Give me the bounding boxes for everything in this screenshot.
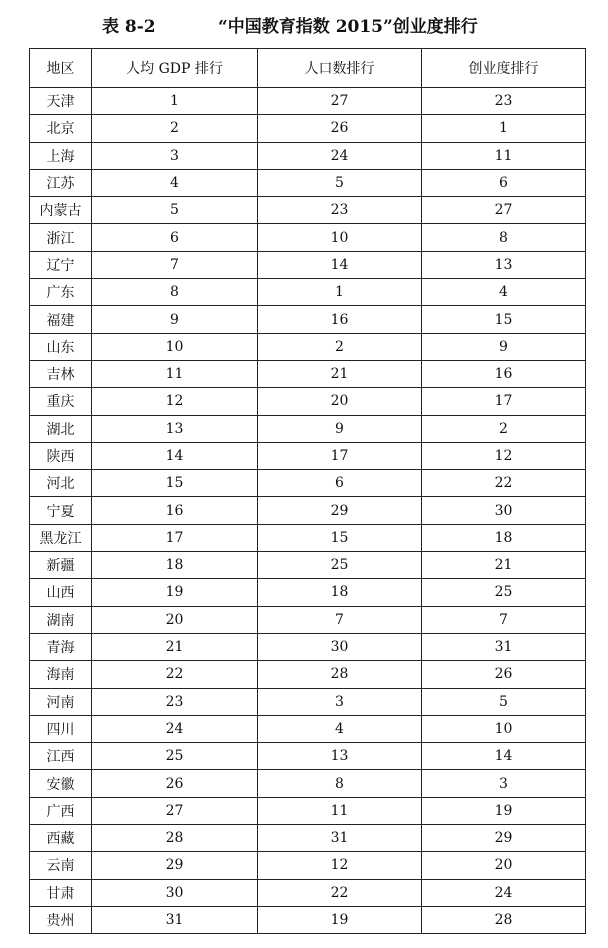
population-rank-cell: 3	[258, 688, 422, 715]
entrepreneurship-rank-cell: 2	[422, 415, 586, 442]
table-caption: “中国教育指数 2015”创业度排行	[218, 17, 478, 37]
region-cell: 重庆	[30, 388, 92, 415]
table-number: 表 8-2	[102, 17, 156, 37]
entrepreneurship-rank-cell: 22	[422, 470, 586, 497]
entrepreneurship-rank-cell: 17	[422, 388, 586, 415]
table-row	[30, 497, 586, 524]
entrepreneurship-rank-cell: 16	[422, 360, 586, 387]
region-cell: 海南	[30, 661, 92, 688]
table-row	[30, 579, 586, 606]
entrepreneurship-rank-cell: 15	[422, 306, 586, 333]
table-row	[30, 169, 586, 196]
gdp-rank-cell: 16	[92, 497, 258, 524]
table-row	[30, 197, 586, 224]
population-rank-cell: 12	[258, 852, 422, 879]
region-cell: 内蒙古	[30, 197, 92, 224]
gdp-rank-cell: 6	[92, 224, 258, 251]
table-row	[30, 688, 586, 715]
entrepreneurship-rank-cell: 29	[422, 825, 586, 852]
table-row	[30, 879, 586, 906]
table-row	[30, 279, 586, 306]
region-cell: 安徽	[30, 770, 92, 797]
entrepreneurship-rank-cell: 10	[422, 715, 586, 742]
population-rank-cell: 7	[258, 606, 422, 633]
population-rank-cell: 24	[258, 142, 422, 169]
region-cell: 黑龙江	[30, 524, 92, 551]
region-cell: 北京	[30, 115, 92, 142]
table-row	[30, 415, 586, 442]
population-rank-cell: 5	[258, 169, 422, 196]
gdp-rank-cell: 11	[92, 360, 258, 387]
region-cell: 江西	[30, 743, 92, 770]
entrepreneurship-rank-cell: 5	[422, 688, 586, 715]
gdp-rank-cell: 19	[92, 579, 258, 606]
region-cell: 浙江	[30, 224, 92, 251]
gdp-rank-cell: 9	[92, 306, 258, 333]
entrepreneurship-rank-cell: 19	[422, 797, 586, 824]
gdp-rank-cell: 22	[92, 661, 258, 688]
gdp-rank-cell: 8	[92, 279, 258, 306]
gdp-rank-cell: 26	[92, 770, 258, 797]
table-row	[30, 606, 586, 633]
entrepreneurship-rank-cell: 3	[422, 770, 586, 797]
population-rank-cell: 9	[258, 415, 422, 442]
region-cell: 贵州	[30, 906, 92, 933]
table-row	[30, 388, 586, 415]
table-row	[30, 906, 586, 933]
table-row	[30, 224, 586, 251]
table-title	[102, 14, 478, 40]
table-row	[30, 251, 586, 278]
ranking-table	[29, 48, 586, 934]
table-row	[30, 306, 586, 333]
gdp-rank-cell: 2	[92, 115, 258, 142]
gdp-rank-cell: 18	[92, 552, 258, 579]
entrepreneurship-rank-cell: 4	[422, 279, 586, 306]
gdp-rank-cell: 13	[92, 415, 258, 442]
gdp-rank-cell: 3	[92, 142, 258, 169]
table-row	[30, 825, 586, 852]
gdp-rank-cell: 12	[92, 388, 258, 415]
population-rank-cell: 26	[258, 115, 422, 142]
population-rank-cell: 19	[258, 906, 422, 933]
population-rank-cell: 17	[258, 442, 422, 469]
gdp-rank-cell: 1	[92, 88, 258, 115]
population-rank-cell: 25	[258, 552, 422, 579]
entrepreneurship-rank-cell: 31	[422, 633, 586, 660]
gdp-rank-cell: 31	[92, 906, 258, 933]
population-rank-cell: 14	[258, 251, 422, 278]
entrepreneurship-rank-cell: 7	[422, 606, 586, 633]
table-row	[30, 661, 586, 688]
entrepreneurship-rank-cell: 21	[422, 552, 586, 579]
entrepreneurship-rank-cell: 20	[422, 852, 586, 879]
population-rank-cell: 16	[258, 306, 422, 333]
entrepreneurship-rank-cell: 11	[422, 142, 586, 169]
table-body	[30, 88, 586, 934]
header-population-rank: 人口数排行	[258, 49, 422, 88]
entrepreneurship-rank-cell: 14	[422, 743, 586, 770]
population-rank-cell: 2	[258, 333, 422, 360]
population-rank-cell: 1	[258, 279, 422, 306]
table-row	[30, 333, 586, 360]
gdp-rank-cell: 24	[92, 715, 258, 742]
population-rank-cell: 6	[258, 470, 422, 497]
entrepreneurship-rank-cell: 30	[422, 497, 586, 524]
gdp-rank-cell: 30	[92, 879, 258, 906]
population-rank-cell: 27	[258, 88, 422, 115]
table-row	[30, 633, 586, 660]
gdp-rank-cell: 28	[92, 825, 258, 852]
table-row	[30, 442, 586, 469]
region-cell: 吉林	[30, 360, 92, 387]
region-cell: 湖北	[30, 415, 92, 442]
region-cell: 宁夏	[30, 497, 92, 524]
region-cell: 陕西	[30, 442, 92, 469]
region-cell: 上海	[30, 142, 92, 169]
population-rank-cell: 8	[258, 770, 422, 797]
gdp-rank-cell: 4	[92, 169, 258, 196]
region-cell: 广东	[30, 279, 92, 306]
table-row	[30, 115, 586, 142]
entrepreneurship-rank-cell: 25	[422, 579, 586, 606]
table-row	[30, 470, 586, 497]
region-cell: 河北	[30, 470, 92, 497]
entrepreneurship-rank-cell: 13	[422, 251, 586, 278]
population-rank-cell: 20	[258, 388, 422, 415]
population-rank-cell: 30	[258, 633, 422, 660]
entrepreneurship-rank-cell: 27	[422, 197, 586, 224]
table-row	[30, 770, 586, 797]
region-cell: 天津	[30, 88, 92, 115]
region-cell: 山东	[30, 333, 92, 360]
gdp-rank-cell: 20	[92, 606, 258, 633]
region-cell: 云南	[30, 852, 92, 879]
population-rank-cell: 13	[258, 743, 422, 770]
gdp-rank-cell: 7	[92, 251, 258, 278]
table-row	[30, 142, 586, 169]
table-row	[30, 524, 586, 551]
population-rank-cell: 28	[258, 661, 422, 688]
header-gdp-rank: 人均 GDP 排行	[92, 49, 258, 88]
table-row	[30, 852, 586, 879]
region-cell: 江苏	[30, 169, 92, 196]
population-rank-cell: 21	[258, 360, 422, 387]
entrepreneurship-rank-cell: 9	[422, 333, 586, 360]
gdp-rank-cell: 23	[92, 688, 258, 715]
entrepreneurship-rank-cell: 23	[422, 88, 586, 115]
header-entrepreneurship-rank: 创业度排行	[422, 49, 586, 88]
entrepreneurship-rank-cell: 28	[422, 906, 586, 933]
region-cell: 新疆	[30, 552, 92, 579]
table-row	[30, 743, 586, 770]
gdp-rank-cell: 21	[92, 633, 258, 660]
population-rank-cell: 10	[258, 224, 422, 251]
region-cell: 广西	[30, 797, 92, 824]
entrepreneurship-rank-cell: 1	[422, 115, 586, 142]
table-row	[30, 552, 586, 579]
population-rank-cell: 23	[258, 197, 422, 224]
entrepreneurship-rank-cell: 12	[422, 442, 586, 469]
entrepreneurship-rank-cell: 26	[422, 661, 586, 688]
population-rank-cell: 18	[258, 579, 422, 606]
entrepreneurship-rank-cell: 8	[422, 224, 586, 251]
region-cell: 甘肃	[30, 879, 92, 906]
table-row	[30, 360, 586, 387]
header-region: 地区	[30, 49, 92, 88]
population-rank-cell: 31	[258, 825, 422, 852]
header-row	[30, 49, 586, 88]
population-rank-cell: 4	[258, 715, 422, 742]
region-cell: 福建	[30, 306, 92, 333]
population-rank-cell: 15	[258, 524, 422, 551]
gdp-rank-cell: 29	[92, 852, 258, 879]
region-cell: 青海	[30, 633, 92, 660]
region-cell: 河南	[30, 688, 92, 715]
population-rank-cell: 22	[258, 879, 422, 906]
population-rank-cell: 11	[258, 797, 422, 824]
region-cell: 西藏	[30, 825, 92, 852]
entrepreneurship-rank-cell: 6	[422, 169, 586, 196]
gdp-rank-cell: 14	[92, 442, 258, 469]
table-row	[30, 88, 586, 115]
gdp-rank-cell: 27	[92, 797, 258, 824]
entrepreneurship-rank-cell: 24	[422, 879, 586, 906]
population-rank-cell: 29	[258, 497, 422, 524]
gdp-rank-cell: 10	[92, 333, 258, 360]
region-cell: 四川	[30, 715, 92, 742]
entrepreneurship-rank-cell: 18	[422, 524, 586, 551]
table-row	[30, 715, 586, 742]
gdp-rank-cell: 5	[92, 197, 258, 224]
gdp-rank-cell: 15	[92, 470, 258, 497]
region-cell: 湖南	[30, 606, 92, 633]
region-cell: 山西	[30, 579, 92, 606]
region-cell: 辽宁	[30, 251, 92, 278]
gdp-rank-cell: 25	[92, 743, 258, 770]
gdp-rank-cell: 17	[92, 524, 258, 551]
table-row	[30, 797, 586, 824]
